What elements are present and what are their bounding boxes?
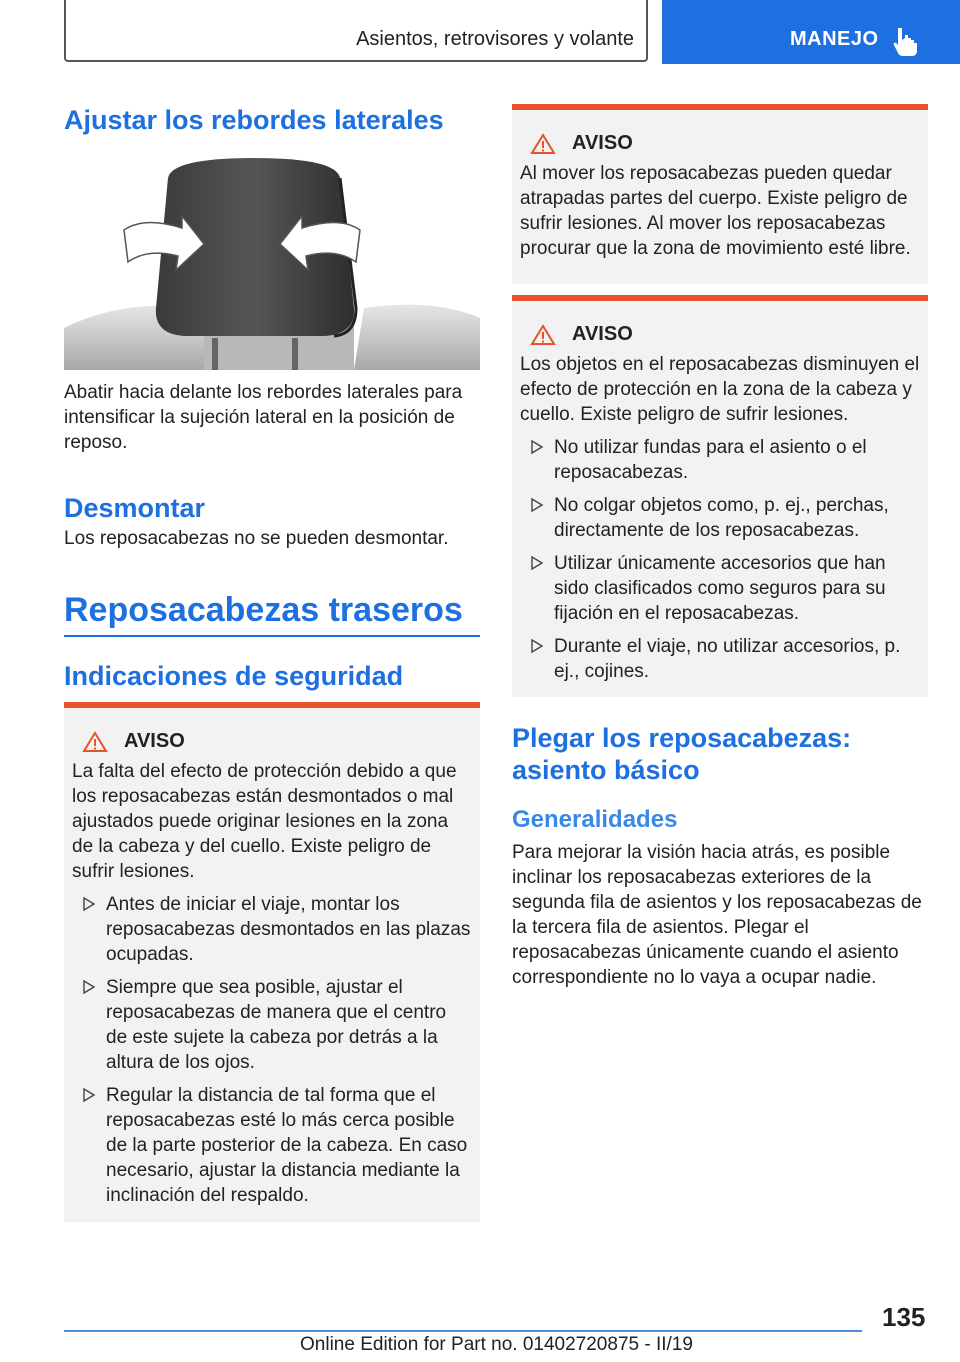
- heading-generalidades: Generalidades: [512, 806, 678, 833]
- triangle-bullet-icon: [530, 439, 544, 455]
- heading-ajustar-rebordes: Ajustar los rebordes laterales: [64, 105, 444, 135]
- list-item: [520, 493, 920, 543]
- chapter-tab[interactable]: [662, 0, 960, 64]
- chapter-tab-label: MANEJO: [790, 28, 879, 50]
- paragraph-generalidades: Para mejorar la visión hacia atrás, es posible inclinar los reposacabezas exteriores de la segunda fila de asientos y los reposacabezas de la tercera fila de asientos. Plegar el reposacabezas únicamente cuando el asiento correspondiente no lo vaya a ocupar nadie.: [512, 842, 922, 988]
- list-item-text: No utilizar fundas para el asiento o el reposacabezas.: [554, 437, 867, 483]
- heading-indicaciones-seguridad: Indicaciones de seguridad: [64, 661, 404, 691]
- list-item: [72, 1083, 472, 1208]
- notice-label: AVISO: [572, 323, 633, 345]
- warning-notice-3: [512, 295, 928, 697]
- warning-triangle-icon: [82, 731, 108, 753]
- page-number: 135: [882, 1302, 926, 1332]
- list-item-text: Siempre que sea posible, ajustar el reposacabezas de manera que el centro de este sujete la cabeza por detrás a la altura de los ojos.: [106, 977, 447, 1073]
- list-item-text: Antes de iniciar el viaje, montar los reposacabezas desmontados en las plazas ocupadas.: [106, 894, 471, 965]
- triangle-bullet-icon: [530, 555, 544, 571]
- warning-triangle-icon: [530, 133, 556, 155]
- list-item: [520, 435, 920, 485]
- list-item-text: Utilizar únicamente accesorios que han sido clasificados como seguros para su fijación en el reposacabezas.: [554, 553, 886, 624]
- footer-divider: [64, 1330, 862, 1332]
- header-section-box: [64, 0, 648, 62]
- edition-info: Online Edition for Part no. 01402720875 - II/19: [300, 1334, 693, 1355]
- notice-text: Los objetos en el reposacabezas disminuyen el efecto de protección en la zona de la cabeza y cuello. Existe peligro de sufrir lesiones.: [520, 354, 920, 425]
- list-item: [520, 634, 920, 684]
- warning-notice-2: [512, 104, 928, 284]
- list-item: [72, 975, 472, 1075]
- list-item-text: Durante el viaje, no utilizar accesorios, p. ej., cojines.: [554, 636, 901, 682]
- list-item: [72, 892, 472, 967]
- notice-label: AVISO: [124, 730, 185, 752]
- heading-plegar-reposacabezas: Plegar los reposacabezas: asiento básico: [512, 723, 852, 786]
- list-item: [520, 551, 920, 626]
- warning-notice-1: [64, 702, 480, 1222]
- triangle-bullet-icon: [530, 638, 544, 654]
- list-item-text: No colgar objetos como, p. ej., perchas, directamente de los reposacabezas.: [554, 495, 889, 541]
- warning-triangle-icon: [530, 324, 556, 346]
- triangle-bullet-icon: [82, 896, 96, 912]
- hand-pointer-icon: [892, 26, 920, 56]
- triangle-bullet-icon: [82, 979, 96, 995]
- notice-label: AVISO: [572, 132, 633, 154]
- paragraph-rebordes: Abatir hacia delante los rebordes laterales para intensificar la sujeción lateral en la posición de reposo.: [64, 382, 463, 453]
- paragraph-desmontar: Los reposacabezas no se pueden desmontar.: [64, 528, 449, 550]
- headrest-illustration: [64, 158, 480, 370]
- section-title: Asientos, retrovisores y volante: [356, 28, 634, 50]
- triangle-bullet-icon: [82, 1087, 96, 1103]
- notice-text: Al mover los reposacabezas pueden quedar atrapadas partes del cuerpo. Existe peligro de sufrir lesiones. Al mover los reposacabezas procurar que la zona de movimiento esté libre.: [520, 163, 911, 259]
- heading-reposacabezas-traseros: Reposacabezas traseros: [64, 591, 463, 629]
- triangle-bullet-icon: [530, 497, 544, 513]
- notice-text: La falta del efecto de protección debido a que los reposacabezas están desmontados o mal ajustados puede originar lesiones en la zona de la cabeza y del cuello. Existe peligro de sufrir lesiones.: [72, 761, 457, 882]
- list-item-text: Regular la distancia de tal forma que el reposacabezas esté lo más cerca posible de la parte posterior de la cabeza. En caso necesario, ajustar la distancia mediante la inclinación del respaldo.: [106, 1085, 468, 1206]
- heading-desmontar: Desmontar: [64, 493, 206, 523]
